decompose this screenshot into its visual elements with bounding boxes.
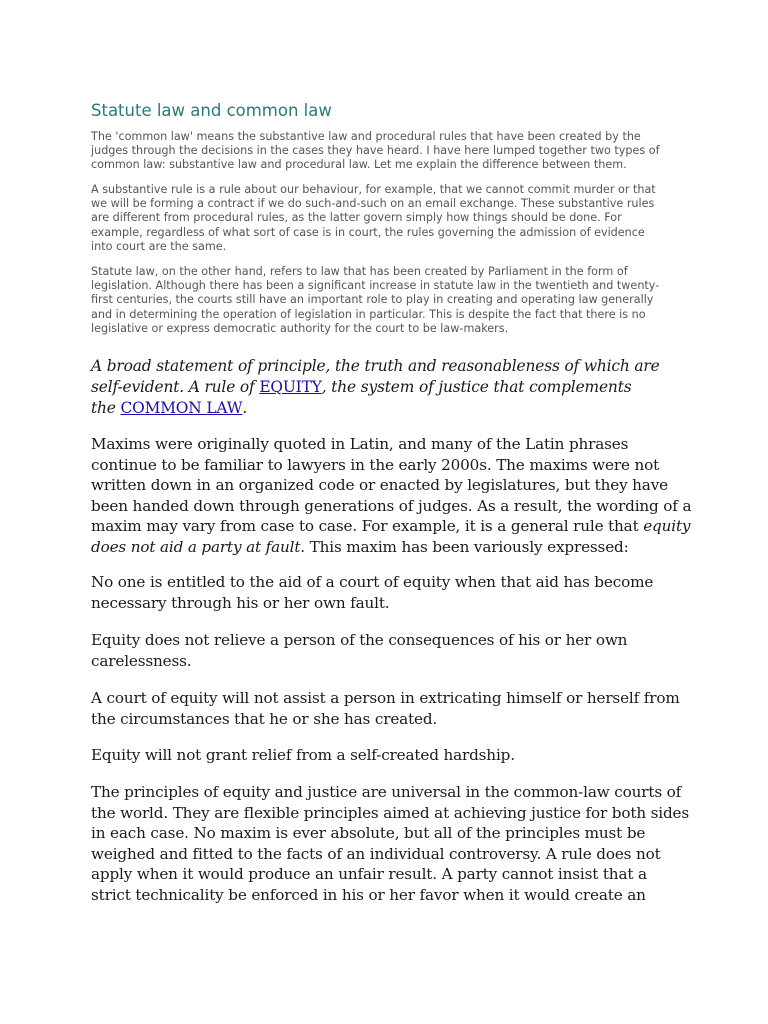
definition-paragraph: A broad statement of principle, the truth and reasonableness of which are self-evident. A rule of EQUITY, the system of justice that complements the COMMON LAW.: [91, 357, 660, 417]
intro-paragraph-statute-law: Statute law, on the other hand, refers to law that has been created by Parliament in the form of legislation. Although there has been a significant increase in statute law in the twentieth and twenty- first centuries, the courts still have an important role to play in creating and operating law generally and in determining the operation of legislation in particular. This is despite the fact that there is no legislative or express democratic authority for the court to be law-makers.: [91, 265, 660, 335]
maxim-expression-3: A court of equity will not assist a person in extricating himself or herself from the circumstances that he or she has created.: [91, 689, 680, 728]
maxim-expression-1: No one is entitled to the aid of a court of equity when that aid has become necessary through his or her own fault.: [91, 573, 654, 612]
intro-paragraph-common-law: The 'common law' means the substantive law and procedural rules that have been created by the judges through the decisions in the cases they have heard. I have here lumped together two types of common law: substantive law and procedural law. Let me explain the difference between them.: [91, 130, 660, 172]
equity-link[interactable]: EQUITY: [259, 377, 322, 396]
maxim-expression-2: Equity does not relieve a person of the consequences of his or her own carelessness.: [91, 631, 628, 670]
closing-paragraph: The principles of equity and justice are universal in the common-law courts of the world. They are flexible principles aimed at achieving justice for both sides in each case. No maxim is ever absolute, but all of the principles must be weighed and fitted to the facts of an individual controversy. A rule does not apply when it would produce an unfair result. A party cannot insist that a strict technicality be enforced in his or her favor when it would create an: [91, 783, 690, 904]
maxim-expression-4: Equity will not grant relief from a self-created hardship.: [91, 746, 515, 764]
section-heading: Statute law and common law: [91, 101, 332, 120]
common-law-link[interactable]: COMMON LAW: [120, 398, 243, 417]
intro-paragraph-substantive-rule: A substantive rule is a rule about our behaviour, for example, that we cannot commit murder or that we will be forming a contract if we do such-and-such on an email exchange. These substantive rules are different from procedural rules, as the latter govern simply how things should be done. For example, regardless of what sort of case is in court, the rules governing the admission of evidence into court are the same.: [91, 183, 656, 253]
maxims-paragraph: Maxims were originally quoted in Latin, and many of the Latin phrases continue to be familiar to lawyers in the early 2000s. The maxims were not written down in an organized code or enacted by legislatures, but they have been handed down through generations of judges. As a result, the wording of a maxim may vary from case to case. For example, it is a general rule that equity does not aid a party at fault. This maxim has been variously expressed:: [91, 435, 692, 556]
